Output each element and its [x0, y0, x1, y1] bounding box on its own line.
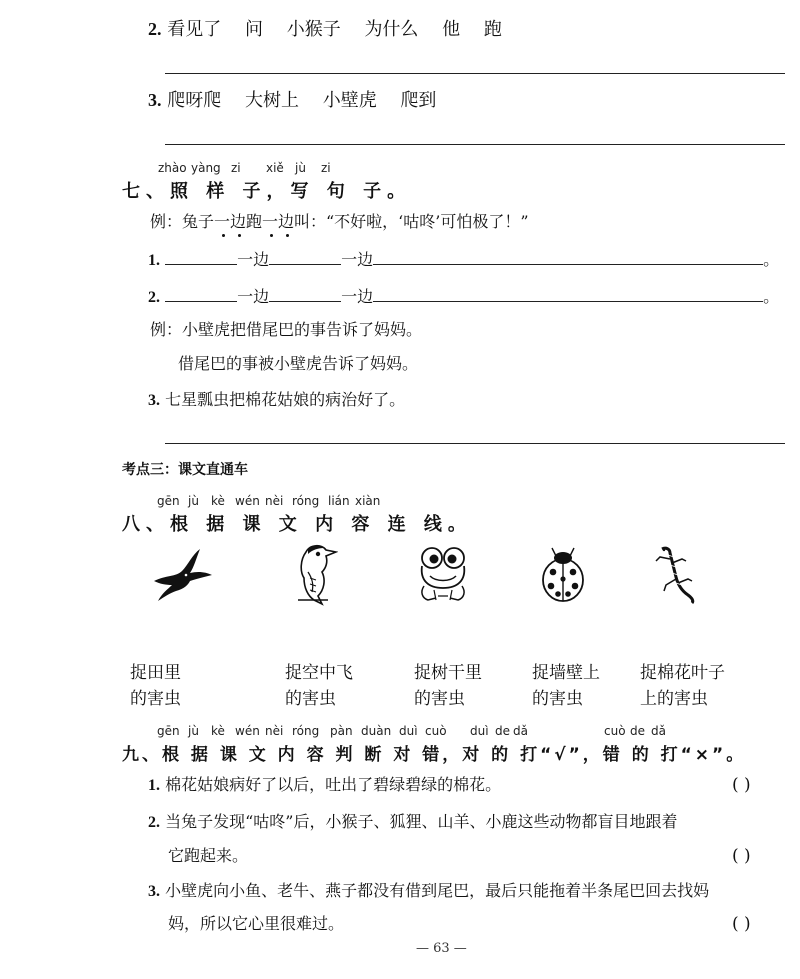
pinyin: jù — [188, 724, 199, 738]
blank-field[interactable] — [165, 248, 237, 265]
caption-item[interactable]: 捉墙壁上 的害虫 — [532, 663, 600, 709]
word: 小壁虎 — [322, 90, 377, 111]
word: 大树上 — [244, 90, 299, 111]
pinyin: róng — [292, 494, 320, 508]
swallow-icon[interactable] — [148, 545, 214, 601]
example-2-line-2: 借尾巴的事被小壁虎告诉了妈妈。 — [178, 354, 419, 373]
judge-item-2-line-2: 它跑起来。 — [168, 846, 249, 865]
emphasis-dot — [286, 234, 289, 237]
word: 他 — [442, 19, 461, 40]
section-7-title: 七、照 样 子，写 句 子。 — [122, 181, 412, 202]
pinyin: kè — [211, 494, 225, 508]
word: 跑 — [483, 19, 502, 40]
word: 看见了 — [167, 19, 222, 40]
pinyin: de — [630, 724, 645, 738]
pinyin: wén — [235, 724, 260, 738]
pinyin: cuò — [425, 724, 447, 738]
pinyin: lián — [328, 494, 350, 508]
emphasis-dot — [270, 234, 273, 237]
ladybug-icon[interactable] — [538, 546, 588, 604]
caption-item[interactable]: 捉树干里 的害虫 — [414, 663, 482, 709]
pinyin: nèi — [265, 494, 284, 508]
section-8-title: 八、根 据 课 文 内 容 连 线。 — [122, 514, 472, 535]
question-number: 3. — [148, 90, 162, 110]
pinyin: zhào — [158, 161, 187, 175]
pinyin: duì — [399, 724, 418, 738]
caption-item[interactable]: 捉田里 的害虫 — [130, 663, 181, 709]
blank-field[interactable] — [373, 248, 763, 265]
caption-item[interactable]: 捉棉花叶子 上的害虫 — [640, 663, 725, 709]
pinyin: xiàn — [355, 494, 381, 508]
word: 爬呀爬 — [167, 90, 222, 111]
pinyin: gēn — [157, 724, 180, 738]
pinyin: zi — [321, 161, 331, 175]
blank-field[interactable] — [269, 248, 341, 265]
pinyin: yàng — [191, 161, 221, 175]
section-9-title: 九、根 据 课 文 内 容 判 断 对 错，对 的 打“√”，错 的 打“×”。 — [122, 745, 747, 765]
answer-line[interactable] — [165, 144, 785, 145]
pinyin: de — [495, 724, 510, 738]
page-number: — 63 — — [416, 941, 467, 956]
pinyin: dǎ — [513, 724, 528, 738]
judge-item-3-line-2: 妈，所以它心里很难过。 — [168, 914, 345, 933]
judge-item-3: 3. 小壁虎向小鱼、老牛、燕子都没有借到尾巴，最后只能拖着半条尾巴回去找妈 — [148, 881, 710, 900]
pinyin: nèi — [265, 724, 284, 738]
rewrite-question-3: 3. 七星瓢虫把棉花姑娘的病治好了。 — [148, 390, 406, 409]
pinyin: duàn — [361, 724, 392, 738]
fill-question-2: 2. 一边 一边 。 — [148, 287, 780, 306]
word: 为什么 — [364, 19, 419, 40]
word: 爬到 — [400, 90, 437, 111]
answer-parentheses[interactable]: ( ) — [732, 775, 751, 795]
pinyin: jù — [188, 494, 199, 508]
pinyin: zi — [231, 161, 241, 175]
reorder-question-2 — [148, 18, 502, 41]
blank-field[interactable] — [269, 285, 341, 302]
pinyin: kè — [211, 724, 225, 738]
example-2-line-1: 例：小壁虎把借尾巴的事告诉了妈妈。 — [150, 320, 423, 339]
question-number: 2. — [148, 19, 162, 39]
pinyin: pàn — [330, 724, 353, 738]
pinyin: jù — [295, 161, 306, 175]
word: 问 — [244, 19, 263, 40]
caption-item[interactable]: 捉空中飞 的害虫 — [285, 663, 353, 709]
reorder-question-3 — [148, 89, 436, 112]
pinyin: wén — [235, 494, 260, 508]
pinyin: xiě — [266, 161, 284, 175]
pinyin: dǎ — [651, 724, 666, 738]
pinyin: cuò — [604, 724, 626, 738]
blank-field[interactable] — [373, 285, 763, 302]
emphasis-dot — [222, 234, 225, 237]
answer-line[interactable] — [165, 443, 785, 444]
frog-icon[interactable] — [416, 546, 470, 604]
gecko-icon[interactable] — [650, 545, 696, 605]
judge-item-2: 2. 当兔子发现“咕咚”后，小猴子、狐狸、山羊、小鹿这些动物都盲目地跟着 — [148, 812, 678, 831]
blank-field[interactable] — [165, 285, 237, 302]
example-1: 例：兔子一边跑一边叫：“不好啦，‘咕咚’可怕极了！” — [150, 212, 529, 231]
word: 小猴子 — [286, 19, 341, 40]
pinyin: duì — [470, 724, 489, 738]
kaodian-label: 考点三：课文直通车 — [122, 462, 248, 478]
pinyin: gēn — [157, 494, 180, 508]
fill-question-1: 1. 一边 一边 。 — [148, 250, 780, 269]
emphasis-dot — [238, 234, 241, 237]
answer-parentheses[interactable]: ( ) — [732, 914, 751, 934]
answer-line[interactable] — [165, 73, 785, 74]
judge-item-1: 1. 棉花姑娘病好了以后，吐出了碧绿碧绿的棉花。 — [148, 775, 502, 794]
answer-parentheses[interactable]: ( ) — [732, 846, 751, 866]
woodpecker-icon[interactable] — [288, 542, 338, 606]
pinyin: róng — [292, 724, 320, 738]
